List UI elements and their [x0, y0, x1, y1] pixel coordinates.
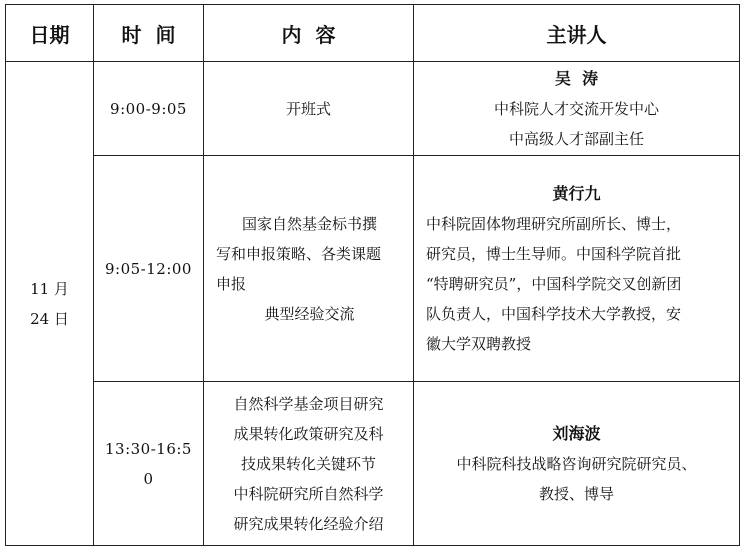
header-row — [6, 5, 740, 62]
date-month: 11 月 — [30, 279, 69, 298]
speaker-desc-line: 中高级人才部副主任 — [508, 129, 644, 148]
content-line: 自然科学基金项目研究 — [233, 394, 384, 413]
time-cell: 9:00-9:05 — [94, 62, 204, 156]
content-line: 开班式 — [285, 99, 331, 118]
header-content: 内 容 — [204, 5, 414, 62]
speaker-cell — [414, 62, 740, 156]
header-time: 时 间 — [94, 5, 204, 62]
header-speaker: 主讲人 — [414, 5, 740, 62]
speaker-cell — [414, 156, 740, 382]
time-cell — [94, 382, 204, 546]
content-cell — [204, 62, 414, 156]
speaker-name: 刘海波 — [552, 423, 601, 443]
speaker-desc-line: 中科院固体物理研究所副所长、博士， — [426, 214, 682, 233]
table-row — [6, 382, 740, 546]
speaker-desc-line: 教授、博导 — [538, 484, 614, 503]
speaker-desc-line: 中科院科技战略咨询研究院研究员、 — [456, 454, 697, 473]
time-line: 0 — [143, 469, 154, 488]
speaker-name: 吴 涛 — [554, 68, 599, 88]
content-cell — [204, 156, 414, 382]
content-line: 研究成果转化经验介绍 — [233, 514, 384, 533]
header-date: 日期 — [6, 5, 94, 62]
speaker-desc-line: 徽大学双聘教授 — [426, 334, 532, 353]
schedule-table — [5, 4, 740, 546]
content-line: 成果转化政策研究及科 — [233, 424, 384, 443]
content-line: 申报 — [216, 274, 247, 293]
content-line: 写和申报策略、各类课题 — [216, 244, 382, 263]
speaker-desc-line: 队负责人，中国科学技术大学教授，安 — [426, 304, 682, 323]
content-line: 国家自然基金标书撰 — [241, 214, 377, 233]
date-cell — [6, 62, 94, 546]
content-line: 典型经验交流 — [264, 304, 355, 323]
time-cell: 9:05-12:00 — [94, 156, 204, 382]
speaker-desc-line: 研究员，博士生导师。中国科学院首批 — [426, 244, 682, 263]
speaker-name: 黄行九 — [552, 183, 601, 203]
table-row — [6, 62, 740, 156]
table-row — [6, 156, 740, 382]
speaker-cell — [414, 382, 740, 546]
content-line: 中科院研究所自然科学 — [233, 484, 384, 503]
date-day: 24 日 — [30, 309, 69, 328]
time-line: 13:30-16:5 — [105, 439, 192, 458]
speaker-desc-line: “特聘研究员”，中国科学院交叉创新团 — [426, 274, 682, 293]
content-cell — [204, 382, 414, 546]
content-line: 技成果转化关键环节 — [240, 454, 376, 473]
speaker-desc-line: 中科院人才交流开发中心 — [493, 99, 659, 118]
